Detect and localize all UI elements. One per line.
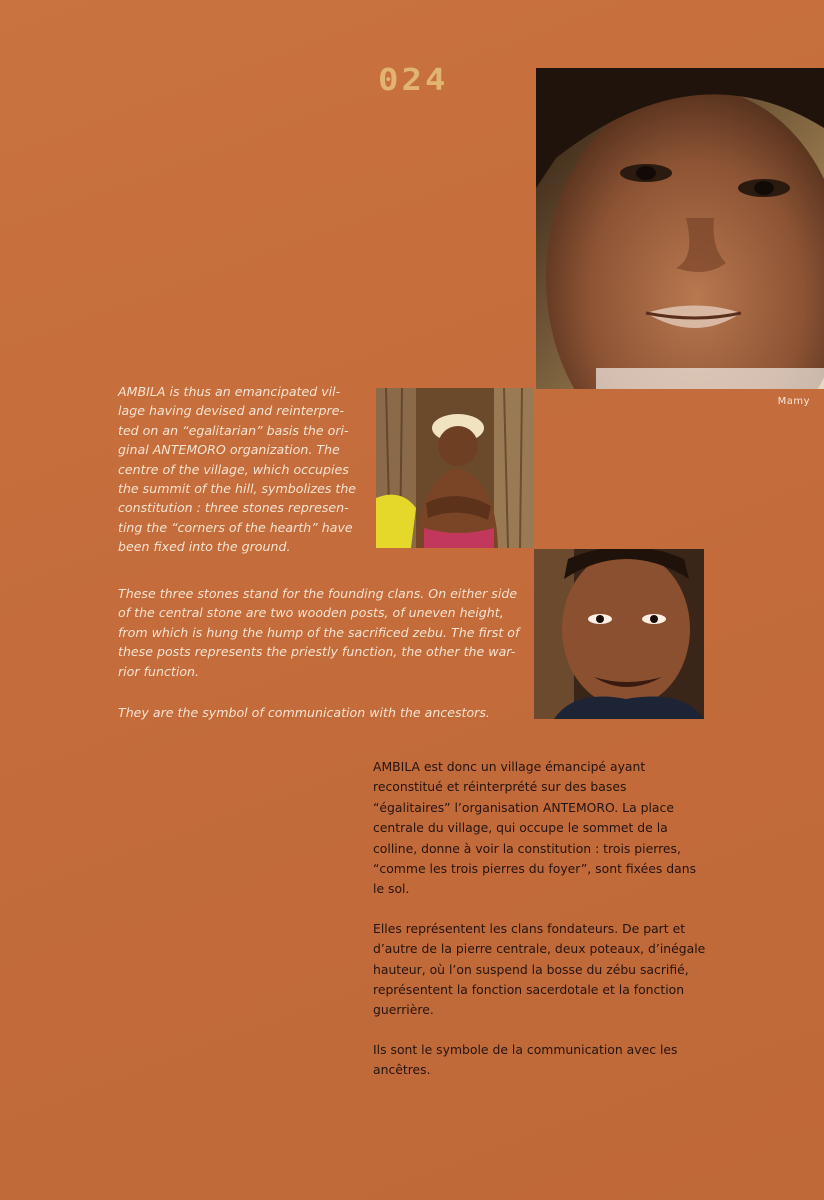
photo-caption: Mamy: [777, 396, 810, 407]
english-line: centre of the village, which occupies: [118, 461, 349, 477]
english-line: ting the “corners of the hearth” have: [118, 519, 353, 535]
french-text: [373, 757, 707, 1100]
english-line: the summit of the hill, symbolizes the: [118, 481, 357, 497]
english-line: AMBILA is thus an emancipated vil-: [118, 384, 341, 399]
english-line: They are the symbol of communication with the ancestors.: [118, 705, 490, 720]
portrait-girl-closeup-photo: [536, 68, 824, 389]
english-line: from which is hung the hump of the sacrificed zebu. The first of: [118, 624, 520, 640]
english-line: lage having devised and reinterpre-: [118, 403, 345, 419]
english-line: ginal ANTEMORO organization. The: [118, 442, 340, 458]
french-paragraph-3: Ils sont le symbole de la communication avec les ancêtres.: [373, 1041, 678, 1078]
smiling-child-photo: [534, 549, 704, 719]
english-line: these posts represents the priestly function, the other the war-: [118, 644, 516, 660]
english-paragraph-1: [118, 382, 368, 557]
english-line: These three stones stand for the founding clans. On either side: [118, 586, 518, 601]
boy-in-doorway-photo: [376, 388, 534, 548]
french-paragraph-1: AMBILA est donc un village émancipé ayant reconstitué et réinterprété sur des bases “égalitaires” l’organisation ANTEMORO. La place centrale du village, qui occupe le sommet de la colline, donne à voir la constitution : trois pierres, “comme les trois pierres du foyer”, sont fixées dans le sol.: [373, 759, 697, 897]
english-paragraph-2: [118, 584, 528, 681]
english-line: been fixed into the ground.: [118, 539, 291, 555]
page-number: 024: [378, 62, 449, 98]
english-paragraph-3: [118, 703, 528, 722]
english-line: of the central stone are two wooden posts, of uneven height,: [118, 605, 504, 621]
english-line: rior function.: [118, 663, 200, 679]
english-line: ted on an “egalitarian” basis the ori-: [118, 422, 349, 438]
french-paragraph-2: Elles représentent les clans fondateurs. De part et d’autre de la pierre centrale, deux poteaux, d’inégale hauteur, où l’on suspend la bosse du zébu sacrifié, représentent la fonction sacerdotale et la fonction guerrière.: [373, 920, 706, 1018]
english-line: constitution : three stones represen-: [118, 500, 349, 516]
